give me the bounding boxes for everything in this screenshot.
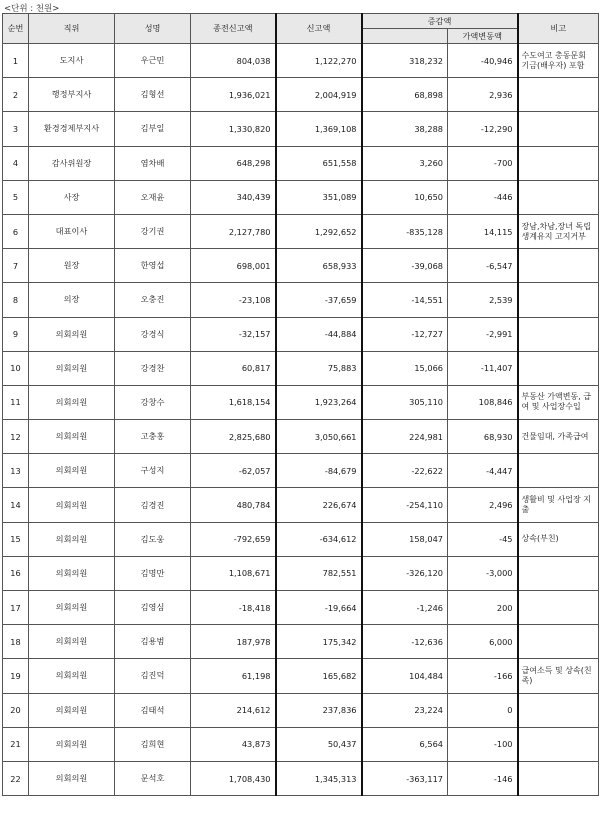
table-body [3,44,599,796]
row-position: 의회의원 [29,454,115,488]
row-previous: 698,001 [191,249,276,283]
table-row [3,693,599,727]
row-change: -14,551 [362,283,448,317]
table-row [3,78,599,112]
row-value-change: -100 [448,727,518,761]
table-row [3,351,599,385]
header-no: 순번 [3,14,29,44]
row-value-change: 0 [448,693,518,727]
table-row [3,625,599,659]
row-change: 305,110 [362,385,448,419]
row-change: 224,981 [362,420,448,454]
table-row [3,488,599,522]
row-name: 김명만 [115,556,191,590]
row-no: 10 [3,351,29,385]
row-no: 13 [3,454,29,488]
row-name: 오재윤 [115,180,191,214]
row-value-change: 2,496 [448,488,518,522]
row-position: 의회의원 [29,591,115,625]
row-position: 도지사 [29,44,115,78]
header-change [362,29,448,44]
row-no: 15 [3,522,29,556]
table-row [3,317,599,351]
row-value-change: 2,936 [448,78,518,112]
row-reported: 1,292,652 [276,214,362,248]
row-change: -39,068 [362,249,448,283]
row-no: 12 [3,420,29,454]
row-value-change: -12,290 [448,112,518,146]
row-previous: -23,108 [191,283,276,317]
asset-declaration-table [2,13,599,796]
row-change: 318,232 [362,44,448,78]
row-reported: 1,122,270 [276,44,362,78]
row-name: 김희현 [115,727,191,761]
row-previous: 1,108,671 [191,556,276,590]
row-no: 19 [3,659,29,693]
table-row [3,761,599,795]
row-name: 강창수 [115,385,191,419]
row-previous: 60,817 [191,351,276,385]
table-row [3,44,599,78]
row-no: 11 [3,385,29,419]
row-reported: 1,369,108 [276,112,362,146]
row-no: 16 [3,556,29,590]
table-row [3,420,599,454]
row-name: 김도웅 [115,522,191,556]
row-previous: 61,198 [191,659,276,693]
row-note: 상속(부친) [518,522,599,556]
row-value-change: -6,547 [448,249,518,283]
row-previous: 1,936,021 [191,78,276,112]
row-reported: -84,679 [276,454,362,488]
row-no: 20 [3,693,29,727]
row-no: 17 [3,591,29,625]
row-position: 의장 [29,283,115,317]
row-previous: -18,418 [191,591,276,625]
header-position: 직위 [29,14,115,44]
row-position: 의회의원 [29,317,115,351]
row-no: 2 [3,78,29,112]
row-position: 환경경제부지사 [29,112,115,146]
row-previous: 2,825,680 [191,420,276,454]
table-row [3,591,599,625]
row-value-change: 14,115 [448,214,518,248]
row-position: 의회의원 [29,693,115,727]
row-position: 감사위원장 [29,146,115,180]
row-position: 의회의원 [29,488,115,522]
row-name: 오충진 [115,283,191,317]
row-reported: -37,659 [276,283,362,317]
header-change-group: 증감액 [362,14,518,29]
row-no: 18 [3,625,29,659]
row-value-change: 108,846 [448,385,518,419]
row-position: 의회의원 [29,522,115,556]
row-change: -835,128 [362,214,448,248]
row-position: 의회의원 [29,556,115,590]
row-name: 우근민 [115,44,191,78]
row-reported: -44,884 [276,317,362,351]
row-note [518,625,599,659]
row-reported: 50,437 [276,727,362,761]
row-note [518,249,599,283]
row-name: 문석호 [115,761,191,795]
row-name: 구성지 [115,454,191,488]
row-change: -1,246 [362,591,448,625]
row-previous: -792,659 [191,522,276,556]
row-reported: 175,342 [276,625,362,659]
row-change: -12,636 [362,625,448,659]
row-previous: 43,873 [191,727,276,761]
row-value-change: 200 [448,591,518,625]
row-no: 8 [3,283,29,317]
row-previous: 648,298 [191,146,276,180]
row-reported: -634,612 [276,522,362,556]
row-position: 의회의원 [29,625,115,659]
row-change: 3,260 [362,146,448,180]
row-position: 사장 [29,180,115,214]
row-name: 김태석 [115,693,191,727]
row-no: 14 [3,488,29,522]
row-name: 강경식 [115,317,191,351]
row-value-change: -4,447 [448,454,518,488]
row-note [518,317,599,351]
row-previous: 2,127,780 [191,214,276,248]
row-previous: -32,157 [191,317,276,351]
table-row [3,283,599,317]
row-previous: 1,708,430 [191,761,276,795]
table-row [3,727,599,761]
header-previous: 종전신고액 [191,14,276,44]
row-note [518,761,599,795]
header-reported: 신고액 [276,14,362,44]
row-note: 장남,차남,장녀 독립생계유지 고지거부 [518,214,599,248]
row-name: 김진덕 [115,659,191,693]
row-note [518,78,599,112]
row-note [518,180,599,214]
table-row [3,385,599,419]
row-reported: 1,923,264 [276,385,362,419]
row-note [518,454,599,488]
row-change: -326,120 [362,556,448,590]
row-note [518,556,599,590]
row-change: 104,484 [362,659,448,693]
row-no: 4 [3,146,29,180]
row-reported: -19,664 [276,591,362,625]
row-change: 158,047 [362,522,448,556]
table-header [3,14,599,44]
row-reported: 658,933 [276,249,362,283]
row-reported: 2,004,919 [276,78,362,112]
row-no: 1 [3,44,29,78]
row-note: 수도여고 총동문회 기금(배우자) 포함 [518,44,599,78]
table-row [3,214,599,248]
row-position: 행정부지사 [29,78,115,112]
row-value-change: -11,407 [448,351,518,385]
row-position: 의회의원 [29,385,115,419]
table-row [3,180,599,214]
row-position: 의회의원 [29,727,115,761]
row-change: -363,117 [362,761,448,795]
row-previous: 804,038 [191,44,276,78]
row-change: 6,564 [362,727,448,761]
row-note [518,727,599,761]
row-name: 김용범 [115,625,191,659]
row-reported: 1,345,313 [276,761,362,795]
row-name: 김형선 [115,78,191,112]
row-reported: 226,674 [276,488,362,522]
row-position: 원장 [29,249,115,283]
row-no: 7 [3,249,29,283]
row-value-change: -146 [448,761,518,795]
row-no: 5 [3,180,29,214]
unit-label: <단위 : 천원> [4,4,60,14]
row-value-change: -2,991 [448,317,518,351]
row-value-change: 2,539 [448,283,518,317]
row-position: 의회의원 [29,420,115,454]
row-name: 염차배 [115,146,191,180]
row-note: 부동산 가액변동, 급여 및 사업장수입 [518,385,599,419]
row-previous: 187,978 [191,625,276,659]
row-name: 강기권 [115,214,191,248]
row-value-change: -40,946 [448,44,518,78]
row-no: 21 [3,727,29,761]
row-previous: 340,439 [191,180,276,214]
row-value-change: 68,930 [448,420,518,454]
table-row [3,556,599,590]
row-previous: 1,618,154 [191,385,276,419]
row-reported: 3,050,661 [276,420,362,454]
table-row [3,454,599,488]
row-name: 김영심 [115,591,191,625]
row-previous: 1,330,820 [191,112,276,146]
row-note [518,283,599,317]
row-position: 의회의원 [29,659,115,693]
row-value-change: -45 [448,522,518,556]
row-reported: 75,883 [276,351,362,385]
row-reported: 237,836 [276,693,362,727]
row-position: 의회의원 [29,761,115,795]
row-reported: 651,558 [276,146,362,180]
row-change: 10,650 [362,180,448,214]
row-change: 38,288 [362,112,448,146]
row-change: 23,224 [362,693,448,727]
row-previous: 214,612 [191,693,276,727]
table-row [3,659,599,693]
row-name: 강경찬 [115,351,191,385]
row-note: 급여소득 및 상속(친족) [518,659,599,693]
row-name: 김부일 [115,112,191,146]
row-note [518,693,599,727]
row-reported: 351,089 [276,180,362,214]
row-no: 6 [3,214,29,248]
row-change: 68,898 [362,78,448,112]
row-no: 22 [3,761,29,795]
row-note [518,146,599,180]
row-note [518,351,599,385]
header-value-change: 가액변동액 [448,29,518,44]
table-row [3,146,599,180]
row-change: -12,727 [362,317,448,351]
row-value-change: -446 [448,180,518,214]
row-position: 대표이사 [29,214,115,248]
row-reported: 165,682 [276,659,362,693]
row-change: 15,066 [362,351,448,385]
row-note [518,591,599,625]
row-name: 한영섭 [115,249,191,283]
row-no: 9 [3,317,29,351]
table-row [3,522,599,556]
row-previous: -62,057 [191,454,276,488]
row-position: 의회의원 [29,351,115,385]
row-value-change: -3,000 [448,556,518,590]
row-change: -254,110 [362,488,448,522]
row-name: 고충홍 [115,420,191,454]
header-note: 비고 [518,14,599,44]
row-name: 김경진 [115,488,191,522]
row-previous: 480,784 [191,488,276,522]
row-note: 생활비 및 사업장 지출 [518,488,599,522]
row-value-change: -166 [448,659,518,693]
row-reported: 782,551 [276,556,362,590]
row-note [518,112,599,146]
header-name: 성명 [115,14,191,44]
row-change: -22,622 [362,454,448,488]
row-value-change: -700 [448,146,518,180]
row-value-change: 6,000 [448,625,518,659]
row-note: 건물임대, 가족급여 [518,420,599,454]
table-row [3,112,599,146]
row-no: 3 [3,112,29,146]
table-row [3,249,599,283]
